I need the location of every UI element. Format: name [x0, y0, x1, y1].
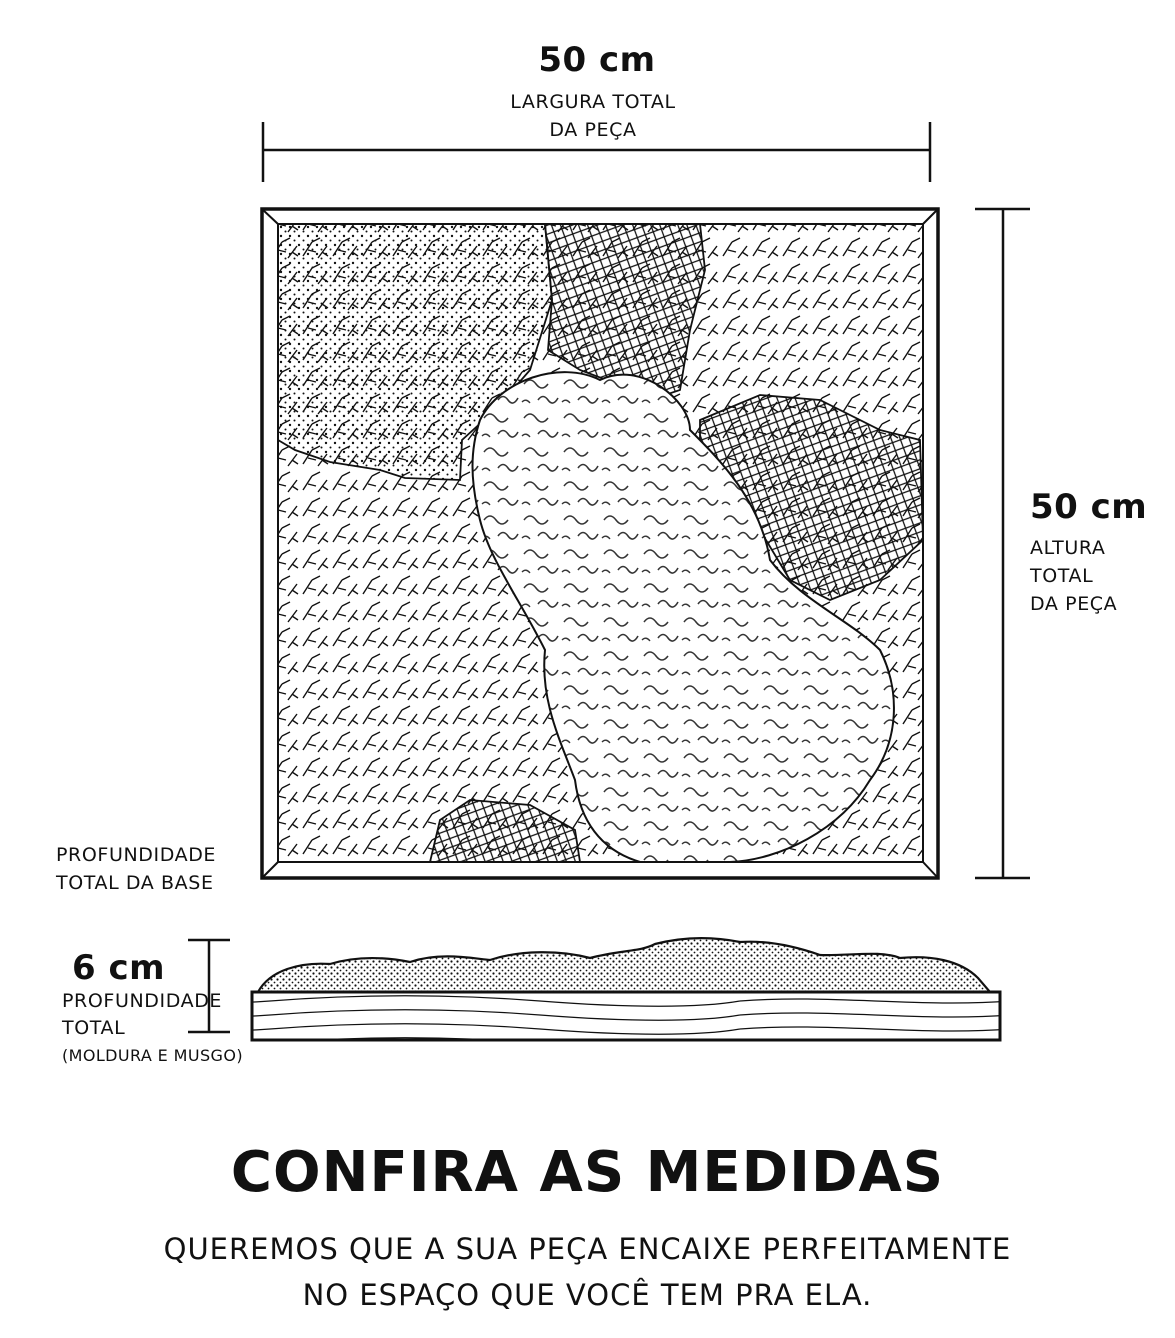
depth-caption-line: PROFUNDIDADE	[62, 990, 223, 1012]
depth-caption	[62, 988, 262, 1069]
depth-caption-line: (MOLDURA E MUSGO)	[62, 1046, 243, 1065]
width-caption-line: DA PEÇA	[549, 119, 637, 141]
height-dimension-line	[975, 209, 1030, 878]
height-caption-line: DA PEÇA	[1030, 593, 1118, 615]
base-depth-caption-line: PROFUNDIDADE	[56, 844, 217, 866]
width-caption-line: LARGURA TOTAL	[510, 91, 676, 113]
width-value: 50 cm	[538, 40, 656, 80]
moss-panel-side-view	[252, 938, 1000, 1040]
width-caption	[443, 88, 743, 144]
footer-title: CONFIRA AS MEDIDAS	[230, 1140, 945, 1205]
depth-value: 6 cm	[72, 948, 166, 988]
footer-text	[0, 1226, 1175, 1318]
height-caption	[1030, 534, 1170, 618]
height-value: 50 cm	[1030, 487, 1148, 527]
height-caption-line: ALTURA	[1030, 537, 1106, 559]
base-depth-caption-line: TOTAL DA BASE	[56, 872, 214, 894]
base-depth-caption	[56, 841, 236, 897]
height-caption-line: TOTAL	[1030, 565, 1094, 587]
moss-profile	[258, 938, 990, 992]
footer-text-line: QUEREMOS QUE A SUA PEÇA ENCAIXE PERFEITAMENTE	[163, 1232, 1012, 1266]
moss-panel-front-view	[262, 209, 938, 878]
footer-text-line: NO ESPAÇO QUE VOCÊ TEM PRA ELA.	[302, 1278, 873, 1312]
depth-caption-line: TOTAL	[62, 1017, 126, 1039]
